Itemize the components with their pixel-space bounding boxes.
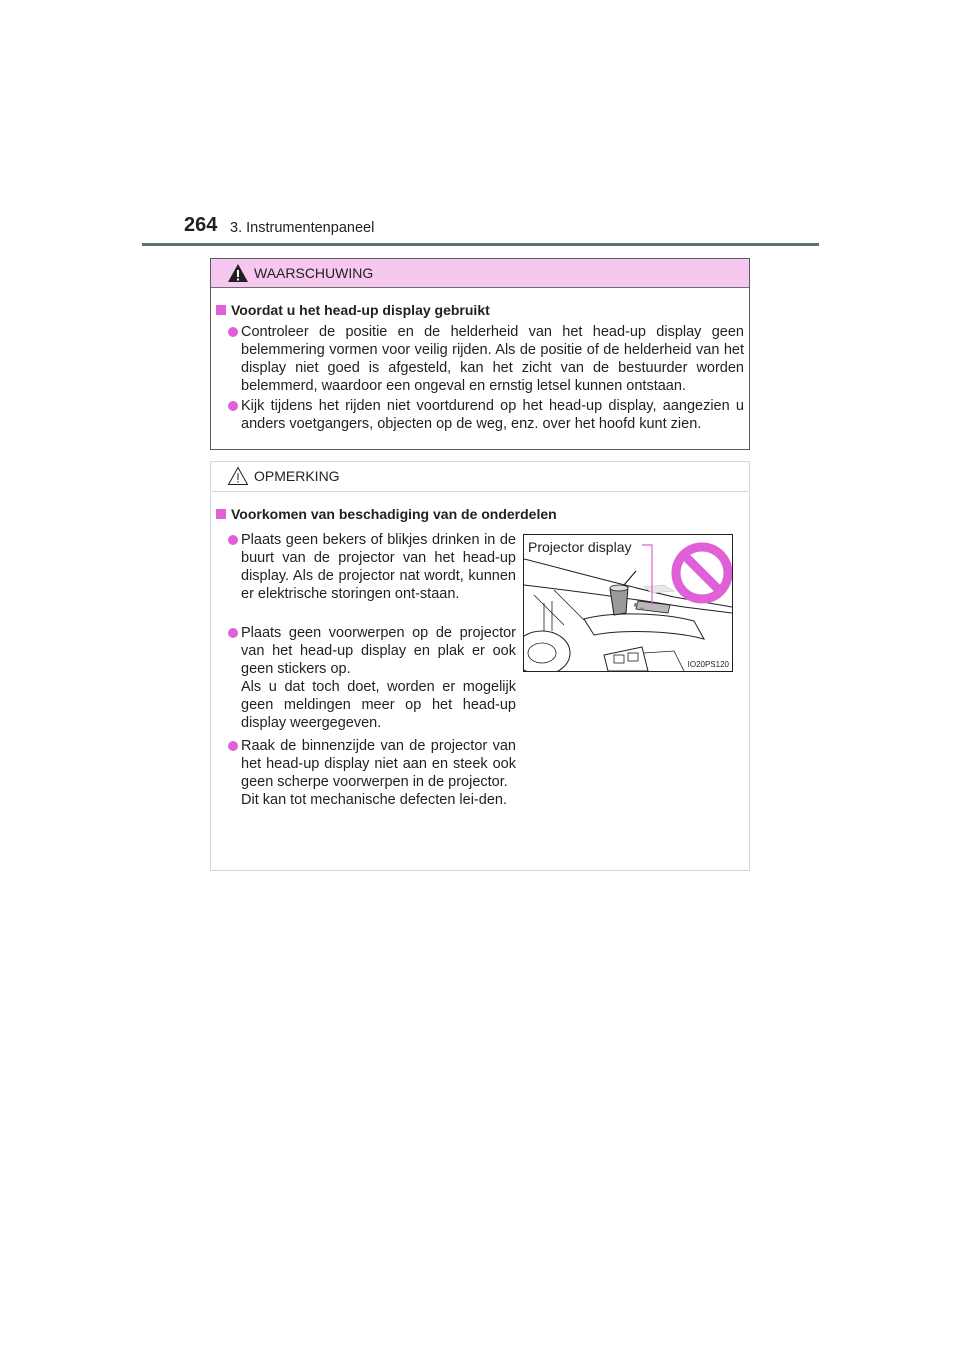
header-rule — [142, 243, 819, 246]
warning-subheading — [216, 302, 490, 318]
section-title: 3. Instrumentenpaneel — [230, 220, 375, 236]
note-bullet-text: Plaats geen bekers of blikjes drinken in de buurt van de projector van het head-up display. Als de projector nat wordt, kunnen er elektrische storingen ont-staan. — [241, 532, 516, 602]
figure-label: Projector display — [528, 539, 632, 555]
warning-label: WAARSCHUWING — [254, 265, 374, 281]
dashboard-illustration — [524, 535, 732, 671]
warning-header — [211, 259, 749, 288]
bullet-dot-icon — [228, 327, 238, 337]
warning-bullet-text: Kijk tijdens het rijden niet voortdurend op het head-up display, aangezien u anders voetgangers, objecten op de weg, enz. over het hoofd kunt zien. — [241, 398, 744, 432]
warning-bullet-text: Controleer de positie en de helderheid van het head-up display geen belemmering vormen voor veilig rijden. Als de positie of de helderheid van het display niet goed is afgesteld, kan het zicht van de bestuurder worden belemmerd, waardoor een ongeval en ernstig letsel kunnen ontstaan. — [241, 324, 744, 394]
note-bullet-text: Plaats geen voorwerpen op de projector van het head-up display en plak er ook geen stickers op. Als u dat toch doet, worden er mogelijk geen meldingen meer op het head-up display weergegeven. — [241, 625, 516, 731]
note-subheading — [216, 506, 557, 522]
note-bullet-text: Raak de binnenzijde van de projector van het head-up display niet aan en steek ook geen scherpe voorwerpen in de projector. Dit kan tot mechanische defecten lei-den. — [241, 738, 516, 808]
warning-bullet — [228, 323, 744, 395]
bullet-dot-icon — [228, 628, 238, 638]
square-bullet-icon — [216, 305, 226, 315]
projector-figure — [523, 534, 733, 672]
page-number: 264 — [184, 214, 218, 236]
note-header — [211, 462, 749, 492]
note-bullet — [228, 624, 516, 732]
bullet-dot-icon — [228, 401, 238, 411]
note-label: OPMERKING — [254, 468, 340, 484]
note-bullet — [228, 737, 516, 809]
bullet-dot-icon — [228, 741, 238, 751]
bullet-dot-icon — [228, 535, 238, 545]
warning-box — [210, 258, 750, 450]
note-heading-text: Voorkomen van beschadiging van de onderdelen — [231, 506, 557, 522]
figure-code: IO20PS120 — [687, 660, 729, 669]
square-bullet-icon — [216, 509, 226, 519]
warning-bullet — [228, 397, 744, 433]
warning-triangle-icon — [227, 263, 249, 283]
warning-heading-text: Voordat u het head-up display gebruikt — [231, 302, 490, 318]
caution-triangle-icon — [227, 466, 249, 486]
note-box — [210, 461, 750, 871]
note-bullet — [228, 531, 516, 603]
